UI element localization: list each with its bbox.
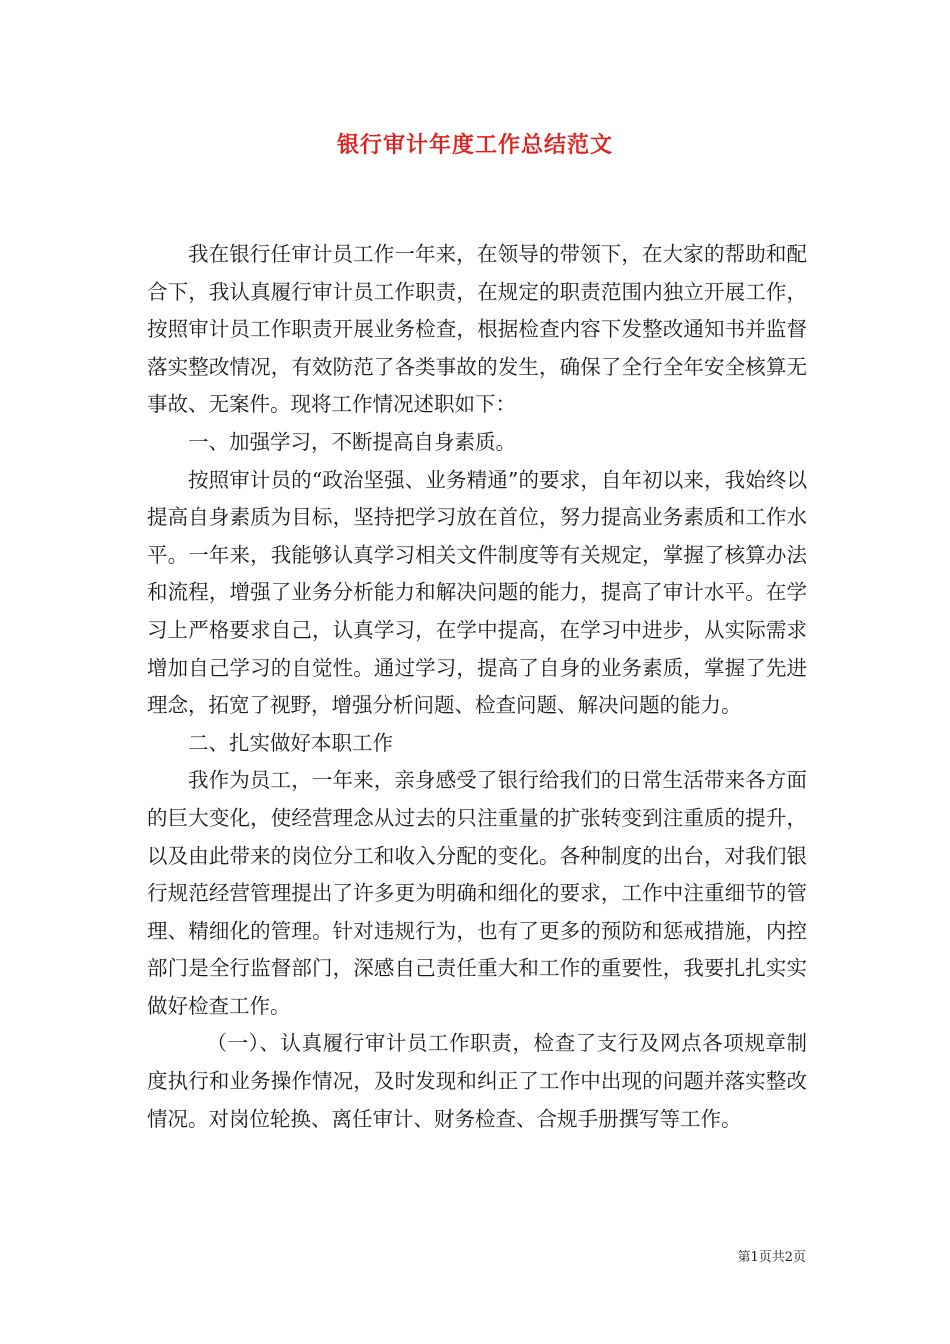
section-heading-2: 二、扎实做好本职工作 [188,730,393,755]
section-heading-1: 一、加强学习，不断提高自身素质。 [188,429,516,454]
page-number: 第1页共2页 [737,1250,806,1265]
paragraph-intro: 我在银行任审计员工作一年来，在领导的带领下，在大家的帮助和配合下，我认真履行审计员工作职责，在规定的职责范围内独立开展工作，按照审计员工作职责开展业务检查，根据检查内容下发整改通知书并监督落实整改情况，有效防范了各类事故的发生，确保了全行全年安全核算无事故、无案件。现将工作情况述职如下： [147,242,807,417]
paragraph-duties: 我作为员工，一年来，亲身感受了银行给我们的日常生活带来各方面的巨大变化，使经营理念从过去的只注重量的扩张转变到注重质的提升，以及由此带来的岗位分工和收入分配的变化。各种制度的出台，对我们银行规范经营管理提出了许多更为明确和细化的要求，工作中注重细节的管理、精细化的管理。针对违规行为，也有了更多的预防和惩戒措施，内控部门是全行监督部门，深感自己责任重大和工作的重要性，我要扎扎实实做好检查工作。 [147,768,807,1018]
paragraph-subsection-1: （一）、认真履行审计员工作职责，检查了支行及网点各项规章制度执行和业务操作情况，及时发现和纠正了工作中出现的问题并落实整改情况。对岗位轮换、离任审计、财务检查、合规手册撰写等工作。 [147,1031,807,1131]
paragraph-study: 按照审计员的“政治坚强、业务精通”的要求，自年初以来，我始终以提高自身素质为目标，坚持把学习放在首位，努力提高业务素质和工作水平。一年来，我能够认真学习相关文件制度等有关规定，掌握了核算办法和流程，增强了业务分析能力和解决问题的能力，提高了审计水平。在学习上严格要求自己，认真学习，在学中提高，在学习中进步，从实际需求增加自己学习的自觉性。通过学习，提高了自身的业务素质，掌握了先进理念，拓宽了视野，增强分析问题、检查问题、解决问题的能力。 [147,467,807,718]
document-body [147,236,807,1138]
document-title: 银行审计年度工作总结范文 [336,133,613,158]
